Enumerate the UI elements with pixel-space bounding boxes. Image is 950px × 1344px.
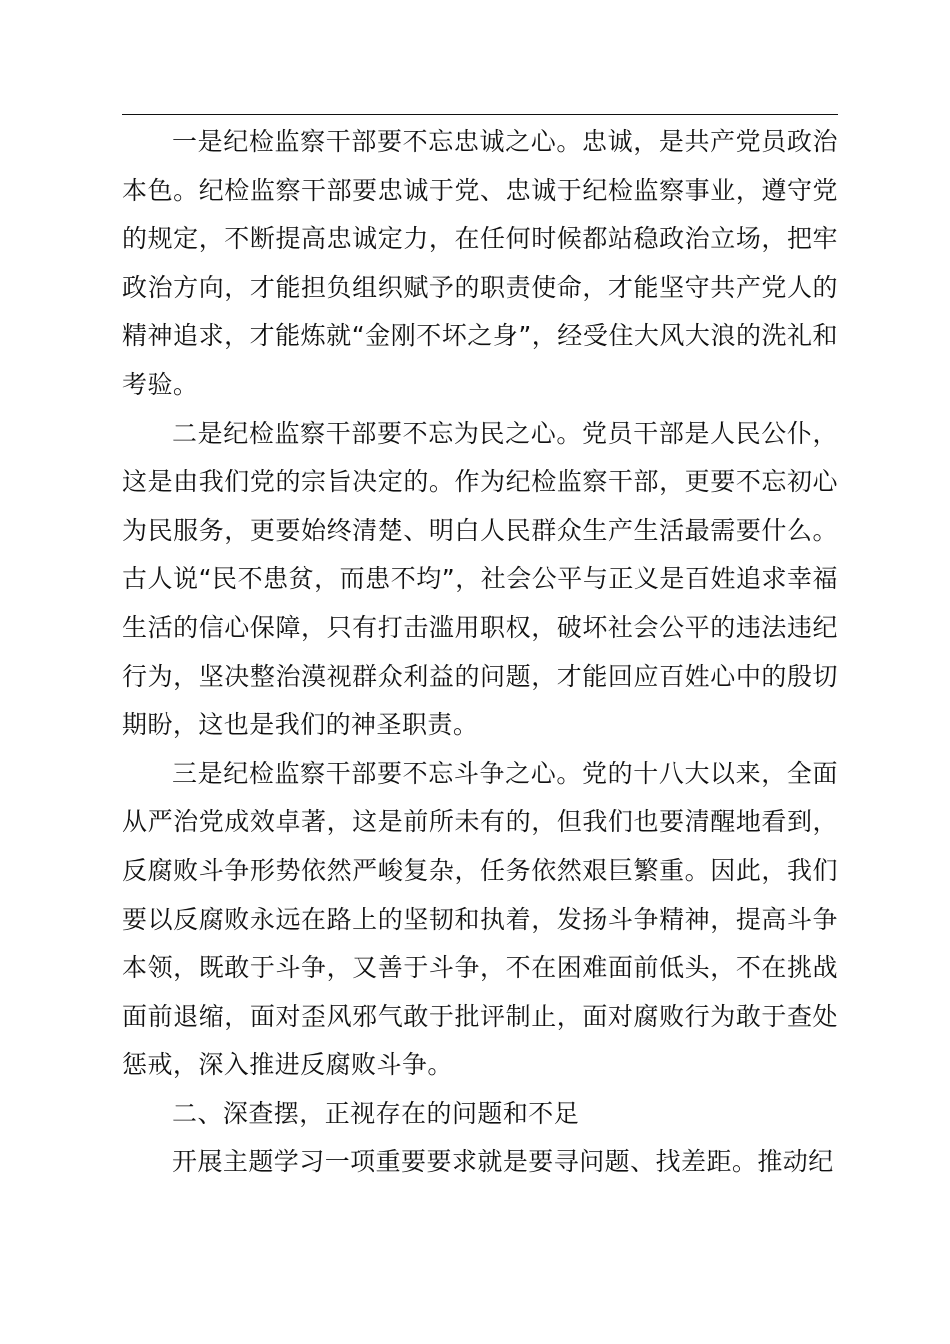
section-heading: 二、深查摆，正视存在的问题和不足 bbox=[172, 1098, 580, 1128]
paragraph-serve-people: 二是纪检监察干部要不忘为民之心。党员干部是人民公仆，这是由我们党的宗旨决定的。作为纪检监察干部，更要不忘初心为民服务，更要始终清楚、明白人民群众生产生活最需要什么。古人说“民不患贫，而患不均”，社会公平与正义是百姓追求幸福生活的信心保障，只有打击滥用职权，破坏社会公平的违法违纪行为，坚决整治漠视群众利益的问题，才能回应百姓心中的殷切期盼，这也是我们的神圣职责。 bbox=[122, 418, 838, 740]
header-rule bbox=[122, 114, 838, 115]
paragraph-struggle: 三是纪检监察干部要不忘斗争之心。党的十八大以来，全面从严治党成效卓著，这是前所未有的，但我们也要清醒地看到，反腐败斗争形势依然严峻复杂，任务依然艰巨繁重。因此，我们要以反腐败永远在路上的坚韧和执着，发扬斗争精神，提高斗争本领，既敢于斗争，又善于斗争，不在困难面前低头，不在挑战面前退缩，面对歪风邪气敢于批评制止，面对腐败行为敢于查处惩戒，深入推进反腐败斗争。 bbox=[122, 758, 838, 1080]
paragraph-continuation: 开展主题学习一项重要要求就是要寻问题、找差距。推动纪 bbox=[172, 1147, 834, 1177]
document-body bbox=[122, 118, 838, 1187]
paragraph-loyalty: 一是纪检监察干部要不忘忠诚之心。忠诚，是共产党员政治本色。纪检监察干部要忠诚于党、忠诚于纪检监察事业，遵守党的规定，不断提高忠诚定力，在任何时候都站稳政治立场，把牢政治方向，才能担负组织赋予的职责使命，才能坚守共产党人的精神追求，才能炼就“金刚不坏之身”，经受住大风大浪的洗礼和考验。 bbox=[122, 127, 838, 399]
